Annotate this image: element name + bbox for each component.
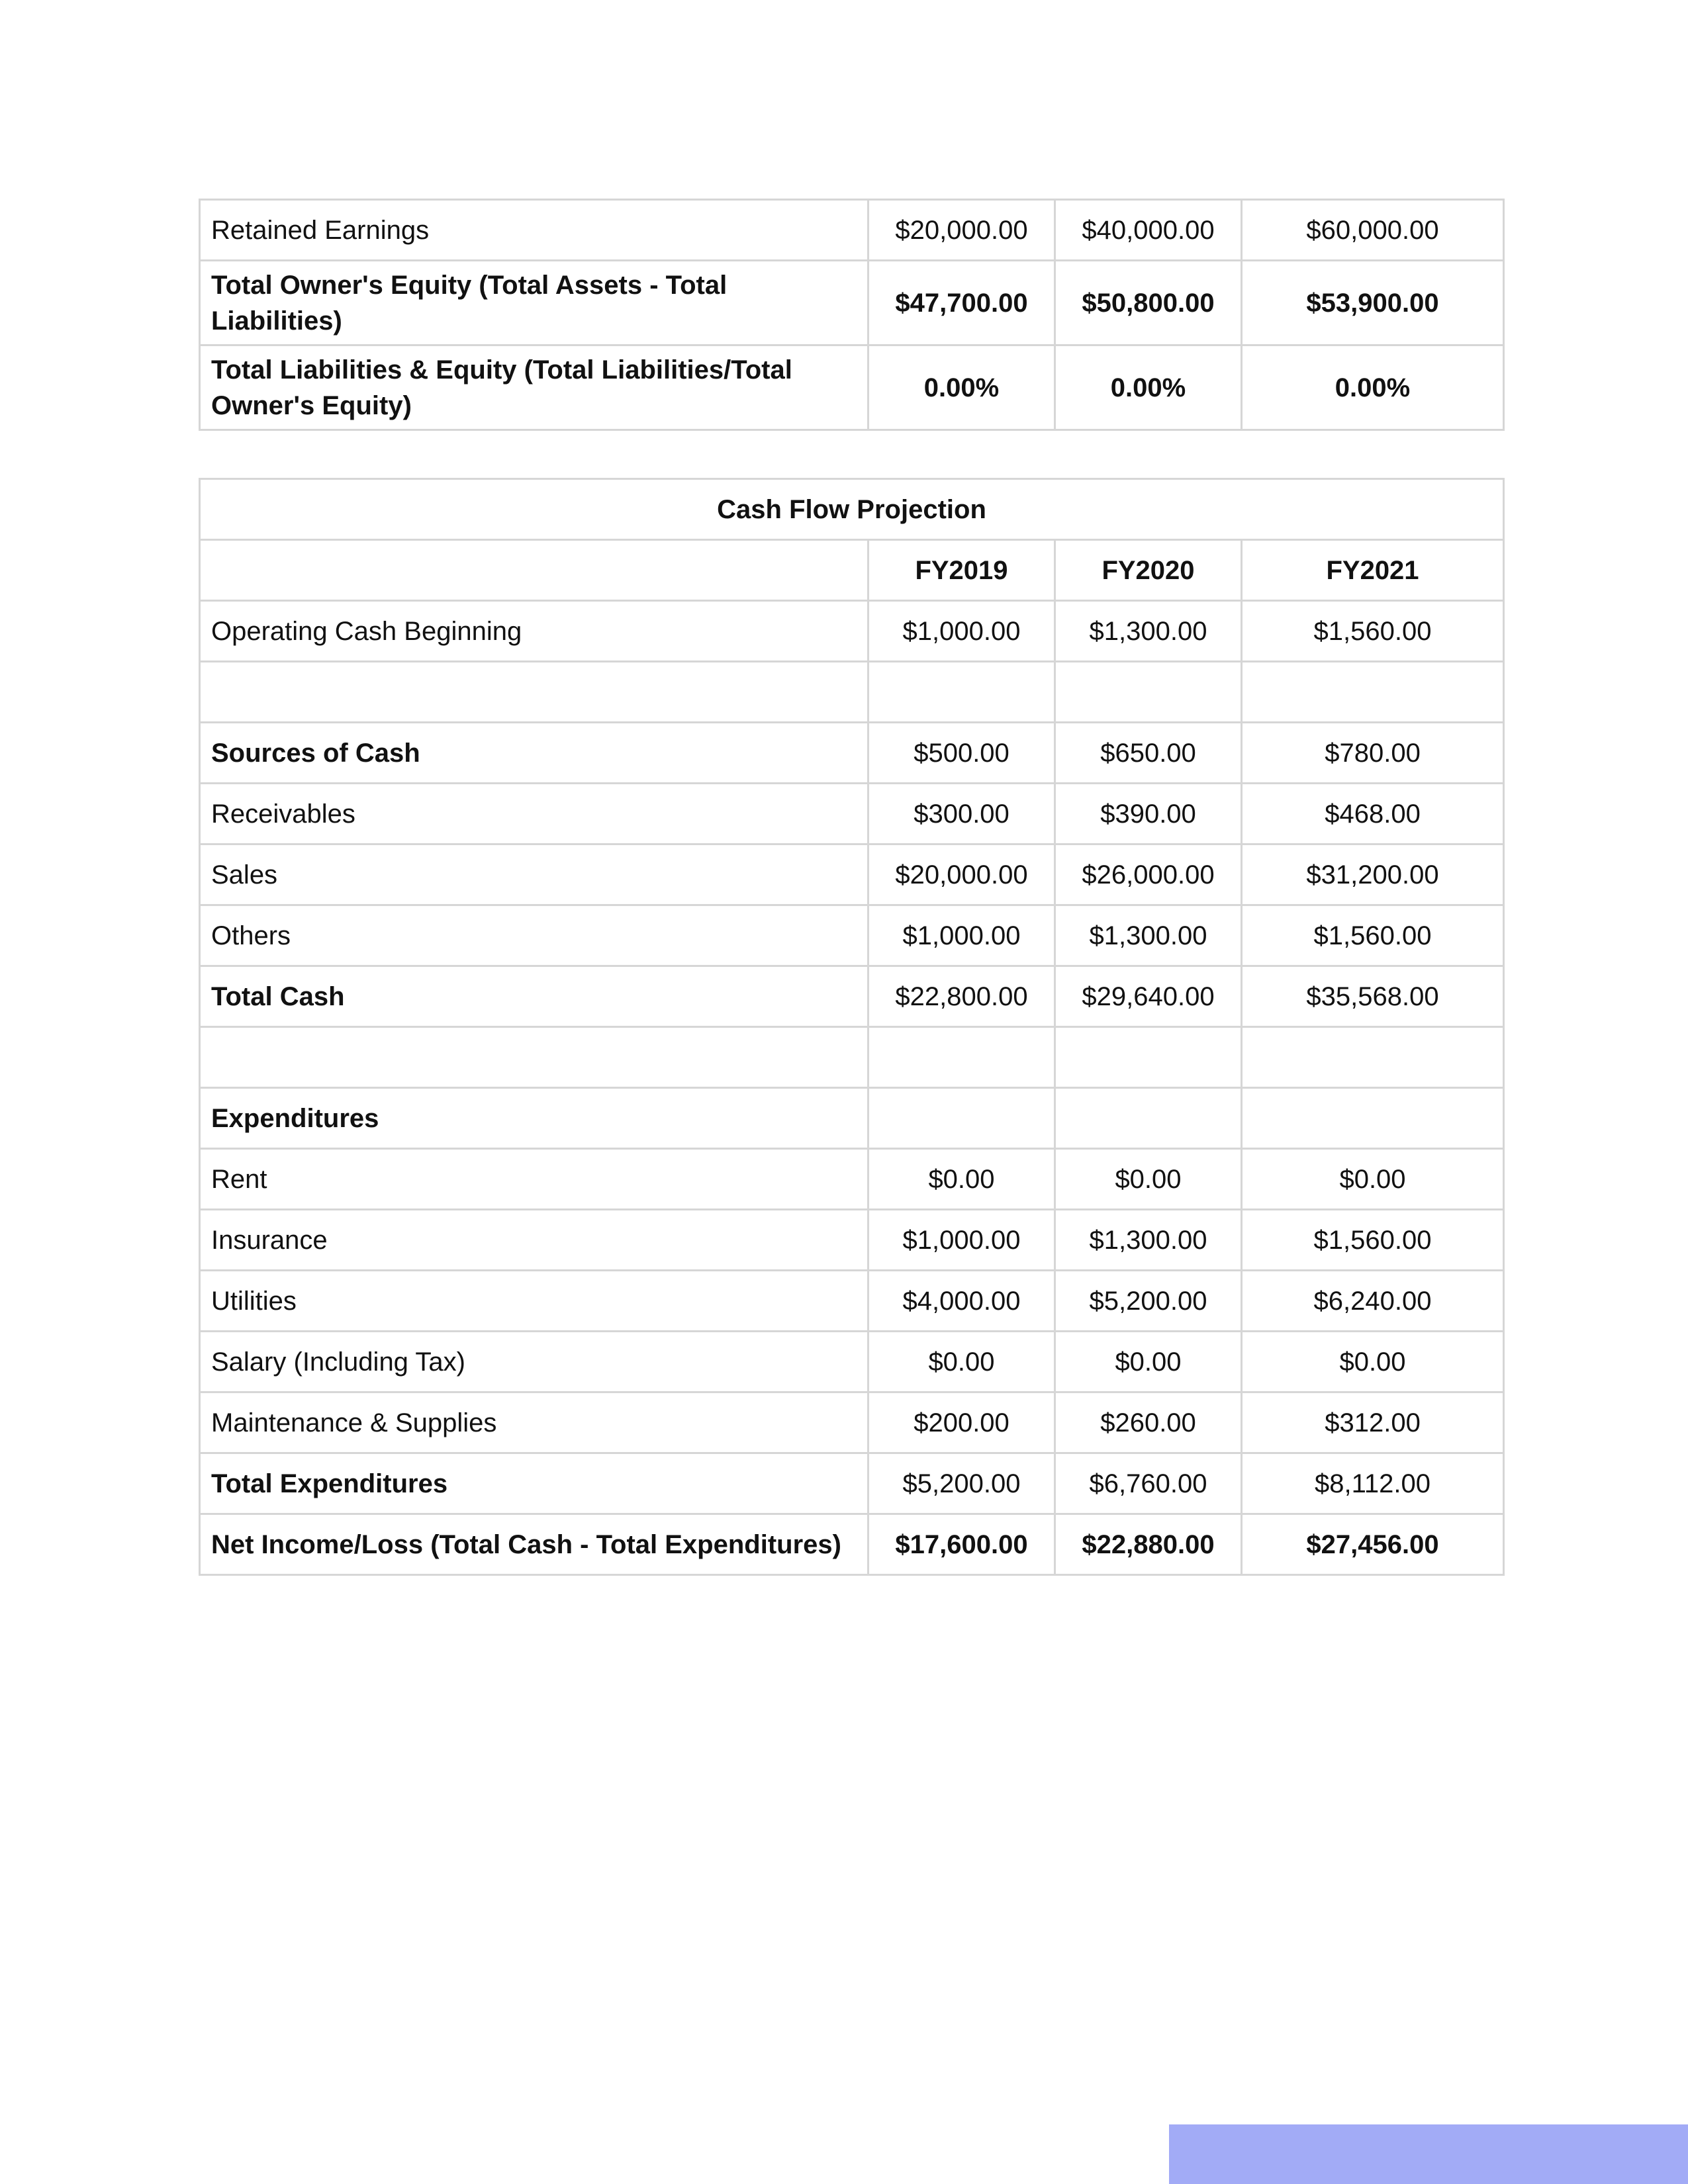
column-header: FY2020 <box>1055 540 1242 601</box>
cell-value: $300.00 <box>868 784 1055 844</box>
row-label: Utilities <box>200 1271 868 1332</box>
cell-value: $20,000.00 <box>868 200 1055 261</box>
cell-value <box>1055 1027 1242 1088</box>
cell-value: 0.00% <box>1242 345 1504 430</box>
table-row <box>200 723 1504 784</box>
cell-value: $0.00 <box>868 1332 1055 1392</box>
cell-value: $22,880.00 <box>1055 1514 1242 1575</box>
row-label: Total Cash <box>200 966 868 1027</box>
cell-value: 0.00% <box>868 345 1055 430</box>
cell-value: $5,200.00 <box>1055 1271 1242 1332</box>
table-row <box>200 1088 1504 1149</box>
footer-accent-bar <box>1169 2124 1688 2184</box>
cell-value: $0.00 <box>1055 1332 1242 1392</box>
table-row <box>200 261 1504 345</box>
cell-value: $60,000.00 <box>1242 200 1504 261</box>
table-row <box>200 1210 1504 1271</box>
cell-value <box>1055 662 1242 723</box>
cell-value: $260.00 <box>1055 1392 1242 1453</box>
cash-flow-projection-table <box>199 478 1505 1576</box>
table-title: Cash Flow Projection <box>200 479 1504 540</box>
cell-value: $20,000.00 <box>868 844 1055 905</box>
table-row <box>200 345 1504 430</box>
cell-value <box>1242 1027 1504 1088</box>
cell-value: $0.00 <box>1055 1149 1242 1210</box>
cell-value: $8,112.00 <box>1242 1453 1504 1514</box>
row-label-retained-earnings: Retained Earnings <box>200 200 868 261</box>
cell-value: $31,200.00 <box>1242 844 1504 905</box>
cell-value: $53,900.00 <box>1242 261 1504 345</box>
cell-value: $26,000.00 <box>1055 844 1242 905</box>
row-label-total-owners-equity: Total Owner's Equity (Total Assets - Total Liabilities) <box>200 261 868 345</box>
row-label: Others <box>200 905 868 966</box>
cell-value: $1,000.00 <box>868 601 1055 662</box>
table-row <box>200 844 1504 905</box>
row-label: Receivables <box>200 784 868 844</box>
column-header: FY2021 <box>1242 540 1504 601</box>
cell-value: $468.00 <box>1242 784 1504 844</box>
cell-value: $390.00 <box>1055 784 1242 844</box>
row-label: Sources of Cash <box>200 723 868 784</box>
column-header <box>200 540 868 601</box>
cell-value <box>1242 662 1504 723</box>
cell-value: $780.00 <box>1242 723 1504 784</box>
cell-value <box>868 662 1055 723</box>
cell-value: $0.00 <box>1242 1149 1504 1210</box>
table-header-row <box>200 540 1504 601</box>
table-row <box>200 966 1504 1027</box>
row-label: Salary (Including Tax) <box>200 1332 868 1392</box>
table-row <box>200 1453 1504 1514</box>
cell-value: $50,800.00 <box>1055 261 1242 345</box>
row-label: Expenditures <box>200 1088 868 1149</box>
cell-value <box>1242 1088 1504 1149</box>
row-label: Total Expenditures <box>200 1453 868 1514</box>
cell-value: $1,560.00 <box>1242 1210 1504 1271</box>
row-label <box>200 662 868 723</box>
table-row <box>200 1149 1504 1210</box>
row-label: Insurance <box>200 1210 868 1271</box>
cell-value: $0.00 <box>1242 1332 1504 1392</box>
cell-value: $27,456.00 <box>1242 1514 1504 1575</box>
cell-value: $1,300.00 <box>1055 601 1242 662</box>
cell-value: $0.00 <box>868 1149 1055 1210</box>
cell-value: $1,000.00 <box>868 1210 1055 1271</box>
cell-value: 0.00% <box>1055 345 1242 430</box>
table-row <box>200 1271 1504 1332</box>
cell-value: $6,760.00 <box>1055 1453 1242 1514</box>
row-label: Sales <box>200 844 868 905</box>
table-row <box>200 1332 1504 1392</box>
cell-value: $312.00 <box>1242 1392 1504 1453</box>
table-row <box>200 784 1504 844</box>
row-label-total-liabilities-equity: Total Liabilities & Equity (Total Liabilities/Total Owner's Equity) <box>200 345 868 430</box>
table-row <box>200 905 1504 966</box>
table-row <box>200 200 1504 261</box>
cell-value: $35,568.00 <box>1242 966 1504 1027</box>
cell-value: $1,560.00 <box>1242 601 1504 662</box>
table-row <box>200 601 1504 662</box>
cell-value: $5,200.00 <box>868 1453 1055 1514</box>
row-label <box>200 1027 868 1088</box>
cell-value: $29,640.00 <box>1055 966 1242 1027</box>
cell-value: $1,000.00 <box>868 905 1055 966</box>
cell-value: $17,600.00 <box>868 1514 1055 1575</box>
cell-value: $1,300.00 <box>1055 905 1242 966</box>
row-label: Net Income/Loss (Total Cash - Total Expenditures) <box>200 1514 868 1575</box>
cell-value: $40,000.00 <box>1055 200 1242 261</box>
cell-value <box>868 1088 1055 1149</box>
cell-value: $200.00 <box>868 1392 1055 1453</box>
cell-value: $47,700.00 <box>868 261 1055 345</box>
cell-value: $22,800.00 <box>868 966 1055 1027</box>
table-title-row <box>200 479 1504 540</box>
row-label: Rent <box>200 1149 868 1210</box>
cell-value: $1,560.00 <box>1242 905 1504 966</box>
table-row <box>200 1514 1504 1575</box>
row-label: Operating Cash Beginning <box>200 601 868 662</box>
cell-value: $500.00 <box>868 723 1055 784</box>
column-header: FY2019 <box>868 540 1055 601</box>
equity-summary-table <box>199 199 1505 431</box>
cell-value: $4,000.00 <box>868 1271 1055 1332</box>
cell-value <box>868 1027 1055 1088</box>
row-label: Maintenance & Supplies <box>200 1392 868 1453</box>
cell-value <box>1055 1088 1242 1149</box>
table-row <box>200 662 1504 723</box>
cell-value: $1,300.00 <box>1055 1210 1242 1271</box>
cell-value: $6,240.00 <box>1242 1271 1504 1332</box>
cell-value: $650.00 <box>1055 723 1242 784</box>
table-row <box>200 1392 1504 1453</box>
table-row <box>200 1027 1504 1088</box>
